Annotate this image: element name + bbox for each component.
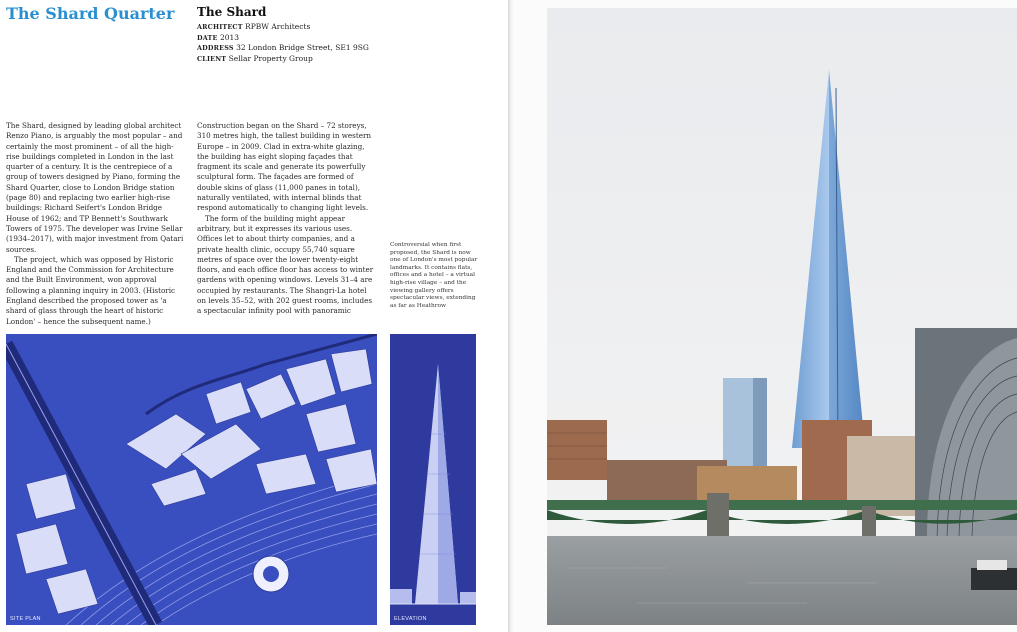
paragraph: Construction began on the Shard – 72 storeys, 310 metres high, the tallest building in western Europe – in 2009. Clad in extra-white glazing, the building has eight sloping façades that fragment its scale and generate its powerfully sculptural form. The façades are formed of double skins of glass (11,000 panes in total), naturally ventilated, with internal blinds that respond automatically to changing light levels. [197, 121, 372, 213]
fact-date [197, 33, 437, 44]
project-title: The Shard [197, 5, 267, 19]
site-plan-drawing [6, 334, 377, 625]
paragraph: The form of the building might appear arbitrary, but it expresses its various uses. Offices let to about thirty companies, and a private health clinic, occupy 55,740 square metres of space over the lower twenty-eight floors, and each office floor has access to winter gardens with opening windows. Levels 31–4 are occupied by restaurants. The Shangri-La hotel on levels 35–52, with 202 guest rooms, includes a spectacular infinity pool with panoramic [197, 213, 374, 316]
left-page [0, 0, 508, 632]
fact-key: DATE [197, 33, 218, 42]
elevation-label: ELEVATION [394, 616, 427, 622]
fact-client [197, 54, 437, 65]
page-gutter [508, 0, 516, 632]
fact-value: RPBW Architects [245, 22, 311, 31]
fact-key: ARCHITECT [197, 23, 243, 31]
fact-value: 2013 [219, 32, 240, 42]
paragraph: The project, which was opposed by Historic England and the Commission for Architecture and the Built Environment, won approval following a planning inquiry in 2003. (Historic England described the proposed tower as 'a shard of glass through the heart of historic London' – hence the subsequent name.) [6, 254, 176, 326]
shard-photo-drawing [547, 8, 1017, 625]
section-title: The Shard Quarter [6, 4, 175, 23]
elevation-drawing [390, 334, 476, 625]
body-column-1 [6, 121, 184, 327]
site-plan-label: SITE PLAN [10, 616, 41, 622]
elevation-figure [390, 334, 476, 625]
fact-address [197, 43, 437, 54]
fact-value: 32 London Bridge Street, SE1 9SG [236, 43, 369, 52]
fact-architect [197, 22, 437, 33]
shard-photo [547, 8, 1017, 625]
paragraph: The Shard, designed by leading global architect Renzo Piano, is arguably the most popular – and certainly the most prominent – of all the high-rise buildings completed in London in the last quarter of a century. It is the centrepiece of a group of towers designed by Piano, forming the Shard Quarter, close to London Bridge station (page 80) and replacing two earlier high-rise buildings: Richard Seifert's London Bridge House of 1962; and TP Bennett's Southwark Towers of 1975. The developer was Irvine Sellar (1934–2017), with major investment from Qatari sources. [6, 121, 184, 254]
body-column-2 [197, 121, 375, 317]
fact-value: Sellar Property Group [228, 53, 313, 63]
project-facts [197, 22, 437, 64]
fact-key: ADDRESS [197, 44, 234, 52]
photo-caption: Controversial when first proposed, the Shard is now one of London's most popular landmarks. It contains flats, offices and a hotel – a virtual high-rise village – and the viewing gallery offers spectacular views, extending as far as Heathrow [390, 242, 478, 309]
fact-key: CLIENT [197, 54, 227, 63]
site-plan-figure [6, 334, 377, 625]
